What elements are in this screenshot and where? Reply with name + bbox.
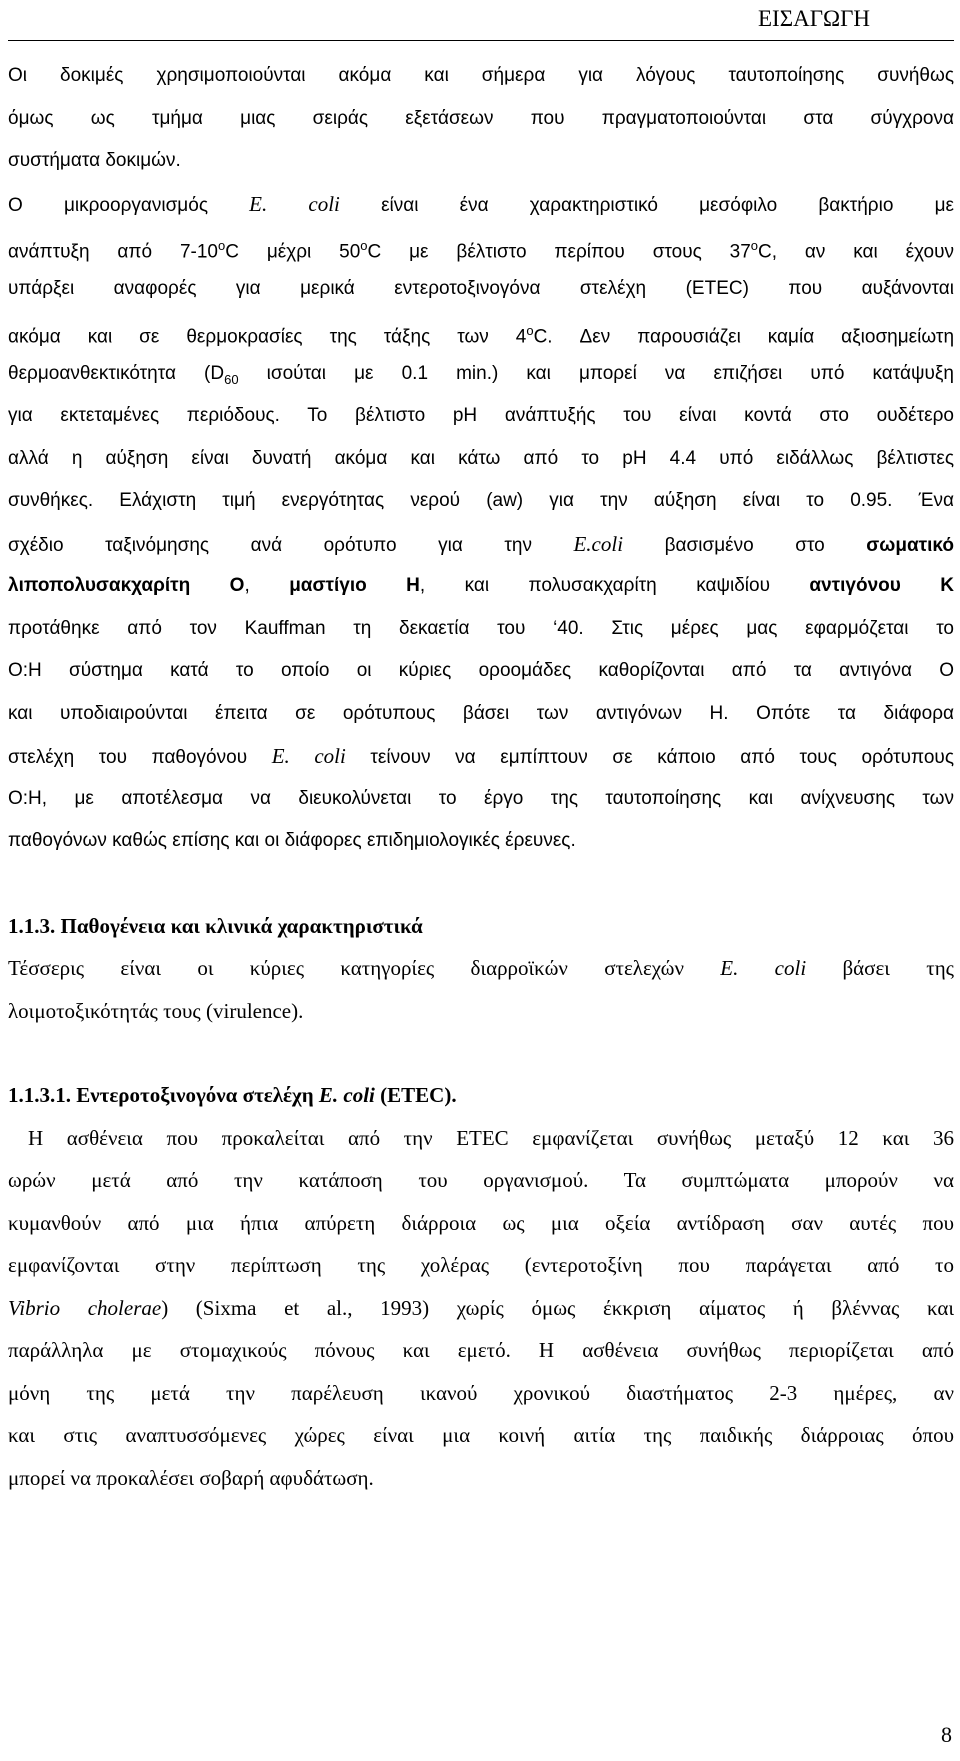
text-span: C μέχρι 50 <box>225 241 361 263</box>
text-line: Οι δοκιμές χρησιμοποιούνται ακόμα και σήμερα για λόγους ταυτοποίησης συνήθως <box>8 65 954 86</box>
section-heading: 1.1.3. Παθογένεια και κλινικά χαρακτηριστικά <box>8 913 423 938</box>
section-1-1-3-1 <box>8 1074 954 1499</box>
text-span: είναι ένα χαρακτηριστικό μεσόφιλο βακτήριο με <box>339 194 955 216</box>
text-span: ακόμα και σε θερμοκρασίες της τάξης των 4 <box>8 326 527 348</box>
text-line: προτάθηκε από τον Kauffman τη δεκαετία του ‘40. Στις μέρες μας εφαρμόζεται το <box>8 617 954 639</box>
species-name: E. coli <box>249 191 340 216</box>
species-name: E. coli <box>271 744 346 768</box>
text-span: C. Δεν παρουσιάζει καμία αξιοσημείωτη <box>533 326 955 348</box>
text-span: , και πολυσακχαρίτη καψιδίου <box>419 575 810 596</box>
text-line <box>8 310 954 353</box>
text-span: C, αν και έχουν <box>758 241 955 263</box>
running-header: ΕΙΣΑΓΩΓΗ <box>757 6 870 31</box>
degree-sup: o <box>360 238 368 253</box>
subscript: 60 <box>224 371 239 387</box>
page-number: 8 <box>941 1722 952 1747</box>
text-line: συνθήκες. Ελάχιστη τιμή ενεργότητας νερού (aw) για την αύξηση είναι το 0.95. Ένα <box>8 490 954 511</box>
document-body <box>8 55 954 1499</box>
text-line <box>8 225 954 268</box>
text-line: συστήματα δοκιμών. <box>8 150 181 171</box>
degree-sup: o <box>218 238 226 253</box>
text-line: παράλληλα με στομαχικούς πόνους και εμετό. Η ασθένεια συνήθως περιορίζεται από <box>8 1338 954 1362</box>
text-line: παθογόνων καθώς επίσης και οι διάφορες επιδημιολογικές έρευνες. <box>8 830 576 851</box>
text-line <box>8 1287 954 1330</box>
text-line: για εκτεταμένες περιόδους. Το βέλτιστο pH ανάπτυξής του είναι κοντά στο ουδέτερο <box>8 405 954 426</box>
text-line: υπάρξει αναφορές για μερικά εντεροτοξινογόνα στελέχη (ETEC) που αυξάνονται <box>8 277 954 299</box>
text-span: Τέσσερις είναι οι κύριες κατηγορίες διαρροϊκών στελεχών <box>8 956 721 980</box>
degree-sup: o <box>750 238 759 253</box>
text-span: βασισμένο στο <box>623 534 867 556</box>
bold-term: μαστίγιο Η <box>289 575 420 596</box>
text-span: τείνουν να εμπίπτουν σε κάποιο από τους ορότυπους <box>345 747 954 768</box>
species-name: E. coli <box>318 1083 375 1107</box>
text-span: ) (Sixma et al., 1993) χωρίς όμως έκκριση αίματος ή βλέννας και <box>161 1295 954 1320</box>
species-name: E. coli <box>720 956 807 980</box>
text-line: λοιμοτοξικότητάς τους (virulence). <box>8 998 304 1023</box>
bold-term: σωματικό <box>866 534 954 556</box>
text-line: όμως ως τμήμα μιας σειράς εξετάσεων που πραγματοποιούνται στα σύγχρονα <box>8 107 954 129</box>
header-rule <box>8 40 954 41</box>
heading-text: 1.1.3.1. Εντεροτοξινογόνα στελέχη <box>8 1083 319 1107</box>
degree-sup: o <box>526 323 534 338</box>
text-line: αλλά η αύξηση είναι δυνατή ακόμα και κάτω από το pH 4.4 υπό ειδάλλως βέλτιστες <box>8 447 954 469</box>
text-span: σχέδιο ταξινόμησης ανά ορότυπο για την <box>8 534 574 556</box>
species-name: E.coli <box>573 531 624 556</box>
bold-term: λιποπολυσακχαρίτη Ο <box>8 575 245 596</box>
text-line <box>8 183 954 226</box>
text-line <box>8 947 954 990</box>
text-line <box>8 735 954 778</box>
text-span: ισούται με 0.1 min.) και μπορεί να επιζήσει υπό κατάψυξη <box>238 362 954 384</box>
paragraph-ecoli <box>8 183 954 863</box>
text-line: Η ασθένεια που προκαλείται από την ETEC εμφανίζεται συνήθως μεταξύ 12 και 36 <box>28 1125 954 1150</box>
section-1-1-3 <box>8 905 954 1033</box>
text-line: εμφανίζονται στην περίπτωση της χολέρας (εντεροτοξίνη που παράγεται από το <box>8 1253 954 1277</box>
text-line: Ο:Η, με αποτέλεσμα να διευκολύνεται το έργο της ταυτοποίησης και ανίχνευσης των <box>8 787 954 809</box>
text-span: Ο μικροοργανισμός <box>8 194 250 216</box>
bold-term: αντιγόνου Κ <box>809 575 954 596</box>
text-span: , <box>244 575 290 596</box>
text-line: κυμανθούν από μια ήπια απύρετη διάρροια ως μια οξεία αντίδραση σαν αυτές που <box>8 1210 954 1235</box>
text-line <box>8 523 954 566</box>
text-span: ανάπτυξη από 7-10 <box>8 241 218 263</box>
text-line: και στις αναπτυσσόμενες χώρες είναι μια κοινή αιτία της παιδικής διάρροιας όπου <box>8 1423 954 1447</box>
text-line: μόνη της μετά την παρέλευση ικανού χρονικού διαστήματος 2-3 ημέρες, αν <box>8 1380 954 1405</box>
heading-text: (ETEC). <box>374 1083 457 1107</box>
text-span: στελέχη του παθογόνου <box>8 747 272 768</box>
text-line <box>8 565 954 608</box>
text-line: Ο:Η σύστημα κατά το οποίο οι κύριες οροομάδες καθορίζονται από τα αντιγόνα Ο <box>8 660 954 681</box>
spacer <box>8 1032 954 1074</box>
text-span: C με βέλτιστο περίπου στους 37 <box>367 241 751 263</box>
text-line <box>8 353 954 396</box>
text-span: θερμοανθεκτικότητα (D <box>8 362 225 384</box>
text-line: και υποδιαιρούνται έπειτα σε ορότυπους βάσει των αντιγόνων Η. Οπότε τα διάφορα <box>8 702 954 724</box>
text-line: μπορεί να προκαλέσει σοβαρή αφυδάτωση. <box>8 1465 374 1490</box>
paragraph-intro <box>8 55 954 183</box>
text-line: ωρών μετά από την κατάποση του οργανισμού. Τα συμπτώματα μπορούν να <box>8 1168 954 1192</box>
spacer <box>8 863 954 905</box>
text-span: βάσει της <box>806 956 955 980</box>
species-name: Vibrio cholerae <box>8 1295 162 1320</box>
section-heading <box>8 1074 954 1117</box>
